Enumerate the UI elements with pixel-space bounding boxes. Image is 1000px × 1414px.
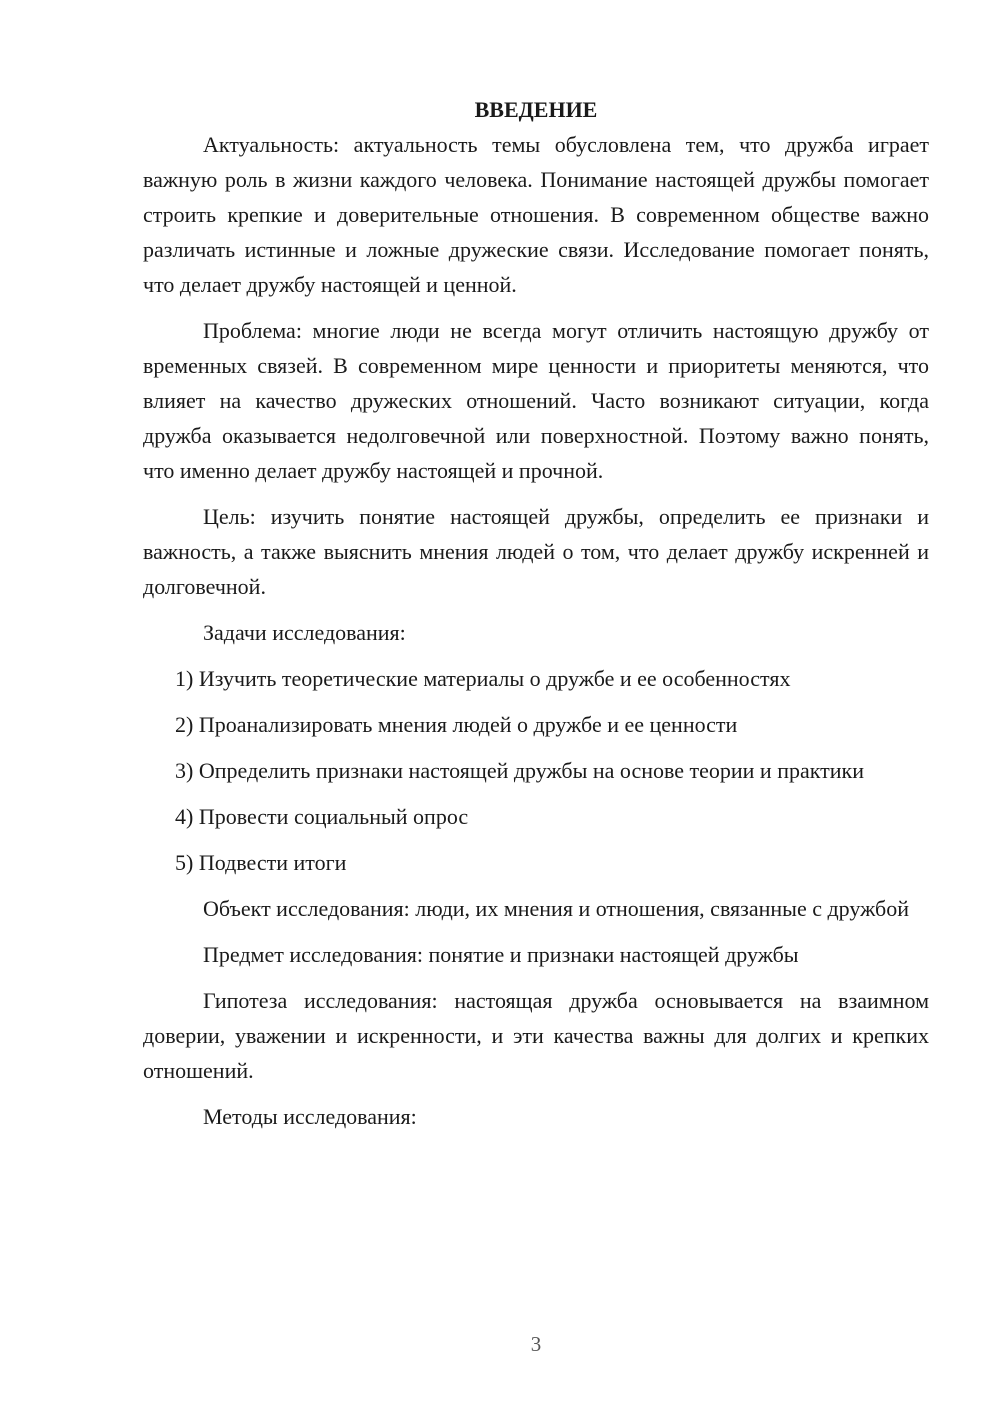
paragraph-hypothesis: Гипотеза исследования: настоящая дружба основывается на взаимном доверии, уважении и искренности, и эти качества важны для долгих и крепких отношений. — [143, 988, 929, 1083]
section-title: ВВЕДЕНИЕ — [474, 97, 598, 122]
task-item-4: 4) Провести социальный опрос — [175, 804, 469, 829]
task-item-2: 2) Проанализировать мнения людей о дружбе и ее ценности — [175, 712, 738, 737]
methods-heading: Методы исследования: — [203, 1104, 417, 1129]
paragraph-relevance: Актуальность: актуальность темы обусловлена тем, что дружба играет важную роль в жизни каждого человека. Понимание настоящей дружбы помогает строить крепкие и доверительные отношения. В современном обществе важно различать истинные и ложные дружеские связи. Исследование помогает понять, что делает дружбу настоящей и ценной. — [143, 132, 929, 297]
task-item-1: 1) Изучить теоретические материалы о дружбе и ее особенностях — [175, 666, 791, 691]
paragraph-object: Объект исследования: люди, их мнения и отношения, связанные с дружбой — [203, 896, 909, 921]
task-item-3: 3) Определить признаки настоящей дружбы на основе теории и практики — [175, 758, 864, 783]
task-item-5: 5) Подвести итоги — [175, 850, 347, 875]
page-number: 3 — [530, 1332, 542, 1356]
paragraph-subject: Предмет исследования: понятие и признаки настоящей дружбы — [203, 942, 799, 967]
paragraph-problem: Проблема: многие люди не всегда могут отличить настоящую дружбу от временных связей. В современном мире ценности и приоритеты меняются, что влияет на качество дружеских отношений. Часто возникают ситуации, когда дружба оказывается недолговечной или поверхностной. Поэтому важно понять, что именно делает дружбу настоящей и прочной. — [143, 318, 929, 483]
document-page — [143, 92, 929, 1145]
tasks-heading: Задачи исследования: — [203, 620, 406, 645]
paragraph-goal: Цель: изучить понятие настоящей дружбы, определить ее признаки и важность, а также выяснить мнения людей о том, что делает дружбу искренней и долговечной. — [143, 504, 929, 599]
